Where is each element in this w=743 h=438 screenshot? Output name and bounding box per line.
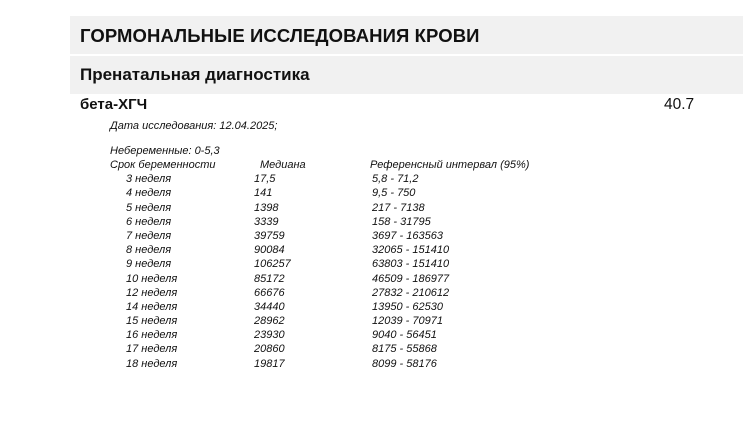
interval-cell: 8099 - 58176: [372, 357, 437, 370]
term-cell: 18 неделя: [126, 357, 178, 370]
section-header: [70, 16, 743, 54]
subsection-title: Пренатальная диагностика: [80, 65, 310, 84]
median-cell: 28962: [254, 315, 285, 328]
column-header-median: Медиана: [260, 159, 306, 171]
interval-cell: 12039 - 70971: [372, 315, 443, 328]
term-cell: 3 неделя: [126, 173, 172, 186]
median-cell: 141: [254, 187, 273, 200]
median-cell: 20860: [254, 343, 285, 356]
median-cell: 1398: [254, 201, 279, 214]
term-cell: 15 неделя: [126, 315, 178, 328]
median-cell: 66676: [254, 286, 285, 299]
term-cell: 6 неделя: [126, 215, 172, 228]
subsection-header: [70, 56, 743, 94]
interval-cell: 13950 - 62530: [372, 300, 443, 313]
term-cell: 9 неделя: [126, 258, 172, 271]
interval-cell: 27832 - 210612: [372, 286, 450, 299]
median-cell: 17,5: [254, 173, 276, 186]
interval-cell: 8175 - 55868: [372, 343, 437, 356]
median-cell: 3339: [254, 215, 279, 228]
median-cell: 106257: [254, 258, 291, 271]
median-cell: 39759: [254, 229, 285, 242]
test-result-value: 40.7: [664, 96, 695, 113]
interval-cell: 9,5 - 750: [372, 187, 416, 200]
term-cell: 5 неделя: [126, 201, 172, 214]
interval-cell: 46509 - 186977: [372, 272, 450, 285]
test-name: бета-ХГЧ: [80, 96, 148, 113]
section-title: ГОРМОНАЛЬНЫЕ ИССЛЕДОВАНИЯ КРОВИ: [80, 25, 480, 46]
term-cell: 7 неделя: [126, 229, 172, 242]
term-cell: 14 неделя: [126, 300, 178, 313]
term-cell: 12 неделя: [126, 286, 178, 299]
interval-cell: 217 - 7138: [372, 201, 425, 214]
interval-cell: 32065 - 151410: [372, 244, 450, 257]
median-cell: 85172: [254, 272, 285, 285]
nonpregnant-reference: Небеременные: 0-5,3: [110, 145, 220, 157]
column-header-term: Срок беременности: [110, 159, 216, 171]
term-cell: 8 неделя: [126, 244, 172, 257]
interval-cell: 9040 - 56451: [372, 329, 437, 342]
column-header-interval: Референсный интервал (95%): [370, 159, 530, 171]
interval-cell: 3697 - 163563: [372, 229, 443, 242]
interval-cell: 63803 - 151410: [372, 258, 450, 271]
interval-cell: 5,8 - 71,2: [372, 173, 419, 186]
term-cell: 16 неделя: [126, 329, 178, 342]
study-date: Дата исследования: 12.04.2025;: [110, 120, 278, 132]
term-cell: 17 неделя: [126, 343, 178, 356]
median-cell: 90084: [254, 244, 285, 257]
interval-cell: 158 - 31795: [372, 215, 431, 228]
term-cell: 10 неделя: [126, 272, 178, 285]
term-cell: 4 неделя: [126, 187, 172, 200]
median-cell: 19817: [254, 357, 285, 370]
median-cell: 23930: [254, 329, 285, 342]
median-cell: 34440: [254, 300, 285, 313]
